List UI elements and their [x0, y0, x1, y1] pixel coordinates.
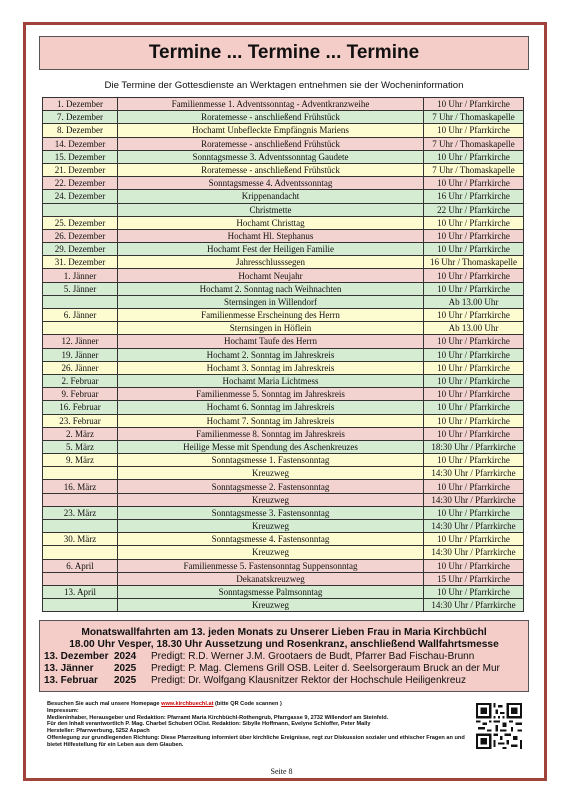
schedule-time: 10 Uhr / Pfarrkirche [424, 401, 524, 414]
schedule-row [43, 269, 524, 282]
schedule-event: Kreuzweg [118, 520, 424, 533]
schedule-row [43, 203, 524, 216]
schedule-row [43, 572, 524, 585]
schedule-row [43, 546, 524, 559]
schedule-time: 10 Uhr / Pfarrkirche [424, 585, 524, 598]
schedule-row [43, 401, 524, 414]
schedule-date [43, 546, 118, 559]
title-banner [39, 36, 529, 70]
schedule-event: Sonntagsmesse 3. Adventssonntag Gaudete [118, 150, 424, 163]
schedule-row [43, 163, 524, 176]
schedule-row [43, 388, 524, 401]
schedule-date: 19. Jänner [43, 348, 118, 361]
schedule-row [43, 137, 524, 150]
schedule-row [43, 599, 524, 612]
imprint-line: Medieninhaber, Herausgeber und Redaktion: Pfarramt Maria Kirchbüchl-Rothengrub, Pfarrgasse 9, 2732 Willendorf am Steinfeld. [47, 714, 389, 721]
schedule-event: Krippenandacht [118, 190, 424, 203]
schedule-row [43, 493, 524, 506]
schedule-row [43, 414, 524, 427]
schedule-event: Sternsingen in Höflein [118, 322, 424, 335]
schedule-event: Hochamt Fest der Heiligen Familie [118, 243, 424, 256]
schedule-event: Jahresschlusssegen [118, 256, 424, 269]
schedule-row [43, 520, 524, 533]
schedule-event: Sonntagsmesse 2. Fastensonntag [118, 480, 424, 493]
imprint [47, 701, 467, 749]
schedule-date [43, 322, 118, 335]
wallfahrt-date: 13. Jänner [44, 663, 94, 674]
schedule-time: Ab 13.00 Uhr [424, 295, 524, 308]
schedule-date [43, 599, 118, 612]
schedule-date: 6. April [43, 559, 118, 572]
schedule-time: 10 Uhr / Pfarrkirche [424, 124, 524, 137]
schedule-time: 10 Uhr / Pfarrkirche [424, 335, 524, 348]
schedule-time: 10 Uhr / Pfarrkirche [424, 480, 524, 493]
wallfahrt-year: 2025 [114, 675, 137, 686]
schedule-date: 1. Jänner [43, 269, 118, 282]
schedule-time: 10 Uhr / Pfarrkirche [424, 454, 524, 467]
schedule-time: 10 Uhr / Pfarrkirche [424, 361, 524, 374]
schedule-row [43, 374, 524, 387]
schedule-event: Roratemesse - anschließend Frühstück [118, 111, 424, 124]
schedule-time: 10 Uhr / Pfarrkirche [424, 506, 524, 519]
schedule-row [43, 335, 524, 348]
schedule-event: Sonntagsmesse 1. Fastensonntag [118, 454, 424, 467]
schedule-date: 5. März [43, 440, 118, 453]
schedule-event: Hochamt 2. Sonntag nach Weihnachten [118, 282, 424, 295]
schedule-event: Hochamt Taufe des Herrn [118, 335, 424, 348]
schedule-event: Hochamt Maria Lichtmess [118, 374, 424, 387]
schedule-date: 14. Dezember [43, 137, 118, 150]
schedule-time: 18:30 Uhr / Pfarrkirche [424, 440, 524, 453]
schedule-time: 10 Uhr / Pfarrkirche [424, 269, 524, 282]
schedule-row [43, 361, 524, 374]
schedule-event: Christmette [118, 203, 424, 216]
schedule-event: Kreuzweg [118, 493, 424, 506]
schedule-time: 10 Uhr / Pfarrkirche [424, 388, 524, 401]
schedule-row [43, 322, 524, 335]
schedule-row [43, 177, 524, 190]
schedule-time: 14:30 Uhr / Pfarrkirche [424, 599, 524, 612]
schedule-time: 14:30 Uhr / Pfarrkirche [424, 546, 524, 559]
schedule-time: 10 Uhr / Pfarrkirche [424, 243, 524, 256]
wallfahrt-text: Predigt: R.D. Werner J.M. Grootaers de Budt, Pfarrer Bad Fischau-Brunn [151, 651, 475, 662]
qr-code-icon[interactable] [476, 703, 522, 749]
schedule-date: 25. Dezember [43, 216, 118, 229]
schedule-row [43, 124, 524, 137]
schedule-time: 10 Uhr / Pfarrkirche [424, 309, 524, 322]
schedule-time: 7 Uhr / Thomaskapelle [424, 137, 524, 150]
schedule-time: 14:30 Uhr / Pfarrkirche [424, 493, 524, 506]
schedule-time: 22 Uhr / Pfarrkirche [424, 203, 524, 216]
schedule-date: 6. Jänner [43, 309, 118, 322]
schedule-row [43, 480, 524, 493]
schedule-event: Hochamt Christtag [118, 216, 424, 229]
schedule-event: Hochamt Hl. Stephanus [118, 229, 424, 242]
schedule-event: Hochamt 6. Sonntag im Jahreskreis [118, 401, 424, 414]
schedule-row [43, 506, 524, 519]
schedule-row [43, 282, 524, 295]
schedule-time: 10 Uhr / Pfarrkirche [424, 177, 524, 190]
schedule-date: 22. Dezember [43, 177, 118, 190]
imprint-line: Hersteller: Pfarrwerbung, 5252 Aspach [47, 728, 150, 735]
schedule-time: 10 Uhr / Pfarrkirche [424, 282, 524, 295]
schedule-table [42, 97, 524, 612]
schedule-event: Hochamt Neujahr [118, 269, 424, 282]
schedule-date: 9. Februar [43, 388, 118, 401]
schedule-event: Sonntagsmesse 4. Adventssonntag [118, 177, 424, 190]
schedule-date: 26. Dezember [43, 229, 118, 242]
schedule-row [43, 440, 524, 453]
schedule-date: 23. März [43, 506, 118, 519]
schedule-date: 5. Jänner [43, 282, 118, 295]
schedule-row [43, 229, 524, 242]
schedule-event: Hochamt 2. Sonntag im Jahreskreis [118, 348, 424, 361]
wallfahrt-year: 2024 [114, 651, 137, 662]
qr-hint: (bitte QR Code scannen ) [215, 701, 282, 707]
schedule-row [43, 348, 524, 361]
schedule-event: Sonntagsmesse 4. Fastensonntag [118, 533, 424, 546]
schedule-row [43, 216, 524, 229]
schedule-row [43, 243, 524, 256]
imprint-line: Offenlegung zur grundlegenden Richtung: Diese Pfarrzeitung informiert über kirchliche Ereignisse, regt zur Diskussion sozialer und ethischer Fragen an und bietet Hilfestellung für ein Leben aus dem Glauben. [47, 734, 465, 748]
schedule-date: 16. März [43, 480, 118, 493]
wallfahrt-date: 13. Dezember [44, 651, 109, 662]
schedule-event: Kreuzweg [118, 599, 424, 612]
schedule-date: 24. Dezember [43, 190, 118, 203]
schedule-date: 2. März [43, 427, 118, 440]
schedule-date: 7. Dezember [43, 111, 118, 124]
page-title: Termine ... Termine ... Termine [148, 42, 420, 63]
homepage-link[interactable]: www.kirchbuechl.at [161, 701, 214, 707]
schedule-date [43, 493, 118, 506]
intro-text: Die Termine der Gottesdienste an Werktagen entnehmen sie der Wocheninformation [104, 80, 464, 91]
schedule-row [43, 309, 524, 322]
wallfahrt-entry [44, 651, 528, 662]
wallfahrt-date: 13. Februar [44, 675, 98, 686]
schedule-time: Ab 13.00 Uhr [424, 322, 524, 335]
schedule-event: Familienmesse 5. Fastensonntag Suppensonntag [118, 559, 424, 572]
schedule-date: 13. April [43, 585, 118, 598]
schedule-date: 2. Februar [43, 374, 118, 387]
schedule-event: Sonntagsmesse Palmsonntag [118, 585, 424, 598]
schedule-time: 10 Uhr / Pfarrkirche [424, 427, 524, 440]
schedule-row [43, 559, 524, 572]
page-number: Seite 8 [270, 767, 293, 776]
schedule-date [43, 520, 118, 533]
schedule-date [43, 295, 118, 308]
schedule-time: 14:30 Uhr / Pfarrkirche [424, 467, 524, 480]
schedule-date: 8. Dezember [43, 124, 118, 137]
schedule-time: 7 Uhr / Thomaskapelle [424, 163, 524, 176]
schedule-time: 10 Uhr / Pfarrkirche [424, 348, 524, 361]
schedule-date: 21. Dezember [43, 163, 118, 176]
schedule-time: 15 Uhr / Pfarrkirche [424, 572, 524, 585]
schedule-time: 10 Uhr / Pfarrkirche [424, 98, 524, 111]
schedule-time: 10 Uhr / Pfarrkirche [424, 229, 524, 242]
schedule-event: Familienmesse Erscheinung des Herrn [118, 309, 424, 322]
wallfahrt-text: Predigt: P. Mag. Clemens Grill OSB. Leiter d. Seelsorgeraum Bruck an der Mur [151, 663, 500, 674]
schedule-date [43, 572, 118, 585]
schedule-row [43, 467, 524, 480]
wallfahrt-heading: Monatswallfahrten am 13. jeden Monats zu Unserer Lieben Frau in Maria Kirchbüchl [81, 627, 487, 638]
wallfahrt-year: 2025 [114, 663, 137, 674]
schedule-date [43, 467, 118, 480]
schedule-event: Roratemesse - anschließend Frühstück [118, 163, 424, 176]
schedule-event: Hochamt 3. Sonntag im Jahreskreis [118, 361, 424, 374]
schedule-date: 9. März [43, 454, 118, 467]
schedule-row [43, 533, 524, 546]
schedule-row [43, 427, 524, 440]
schedule-event: Hochamt Unbefleckte Empfängnis Mariens [118, 124, 424, 137]
wallfahrt-entry [44, 675, 528, 686]
schedule-event: Familienmesse 1. Adventssonntag - Adventkranzweihe [118, 98, 424, 111]
schedule-event: Sternsingen in Willendorf [118, 295, 424, 308]
schedule-row [43, 585, 524, 598]
schedule-date [43, 203, 118, 216]
schedule-row [43, 190, 524, 203]
schedule-time: 10 Uhr / Pfarrkirche [424, 374, 524, 387]
schedule-date: 1. Dezember [43, 98, 118, 111]
schedule-time: 10 Uhr / Pfarrkirche [424, 559, 524, 572]
schedule-time: 16 Uhr / Pfarrkirche [424, 190, 524, 203]
schedule-time: 10 Uhr / Pfarrkirche [424, 150, 524, 163]
schedule-event: Hochamt 7. Sonntag im Jahreskreis [118, 414, 424, 427]
schedule-event: Roratemesse - anschließend Frühstück [118, 137, 424, 150]
schedule-event: Dekanatskreuzweg [118, 572, 424, 585]
schedule-row [43, 295, 524, 308]
wallfahrt-subheading: 18.00 Uhr Vesper, 18.30 Uhr Aussetzung und Rosenkranz, anschließend Wallfahrtsmesse [69, 639, 499, 650]
imprint-line: Für den Inhalt verantwortlich P. Mag. Charbel Schubert OCist. Redaktion: Sibylle Hoffmann, Evelyne Schloffer, Peter Mally [47, 721, 371, 728]
schedule-row [43, 150, 524, 163]
schedule-event: Heilige Messe mit Spendung des Aschenkreuzes [118, 440, 424, 453]
schedule-row [43, 98, 524, 111]
schedule-date: 12. Jänner [43, 335, 118, 348]
schedule-row [43, 454, 524, 467]
schedule-row [43, 256, 524, 269]
wallfahrt-entry [44, 663, 528, 674]
schedule-time: 16 Uhr / Thomaskapelle [424, 256, 524, 269]
wallfahrt-text: Predigt: Dr. Wolfgang Klausnitzer Rektor der Hochschule Heiligenkreuz [151, 675, 466, 686]
schedule-date: 16. Februar [43, 401, 118, 414]
schedule-time: 10 Uhr / Pfarrkirche [424, 216, 524, 229]
schedule-event: Kreuzweg [118, 467, 424, 480]
schedule-date: 23. Februar [43, 414, 118, 427]
schedule-date: 31. Dezember [43, 256, 118, 269]
schedule-date: 30. März [43, 533, 118, 546]
impressum-label: Impressum: [47, 707, 79, 714]
schedule-row [43, 111, 524, 124]
schedule-event: Kreuzweg [118, 546, 424, 559]
visit-text: Besuchen Sie auch mal unsere Homepage [47, 701, 160, 707]
wallfahrt-box [39, 620, 529, 692]
schedule-date: 26. Jänner [43, 361, 118, 374]
schedule-time: 14:30 Uhr / Pfarrkirche [424, 520, 524, 533]
schedule-date: 15. Dezember [43, 150, 118, 163]
schedule-event: Familienmesse 5. Sonntag im Jahreskreis [118, 388, 424, 401]
schedule-time: 7 Uhr / Thomaskapelle [424, 111, 524, 124]
schedule-date: 29. Dezember [43, 243, 118, 256]
schedule-event: Sonntagsmesse 3. Fastensonntag [118, 506, 424, 519]
schedule-time: 10 Uhr / Pfarrkirche [424, 533, 524, 546]
schedule-time: 10 Uhr / Pfarrkirche [424, 414, 524, 427]
schedule-event: Familienmesse 8. Sonntag im Jahreskreis [118, 427, 424, 440]
